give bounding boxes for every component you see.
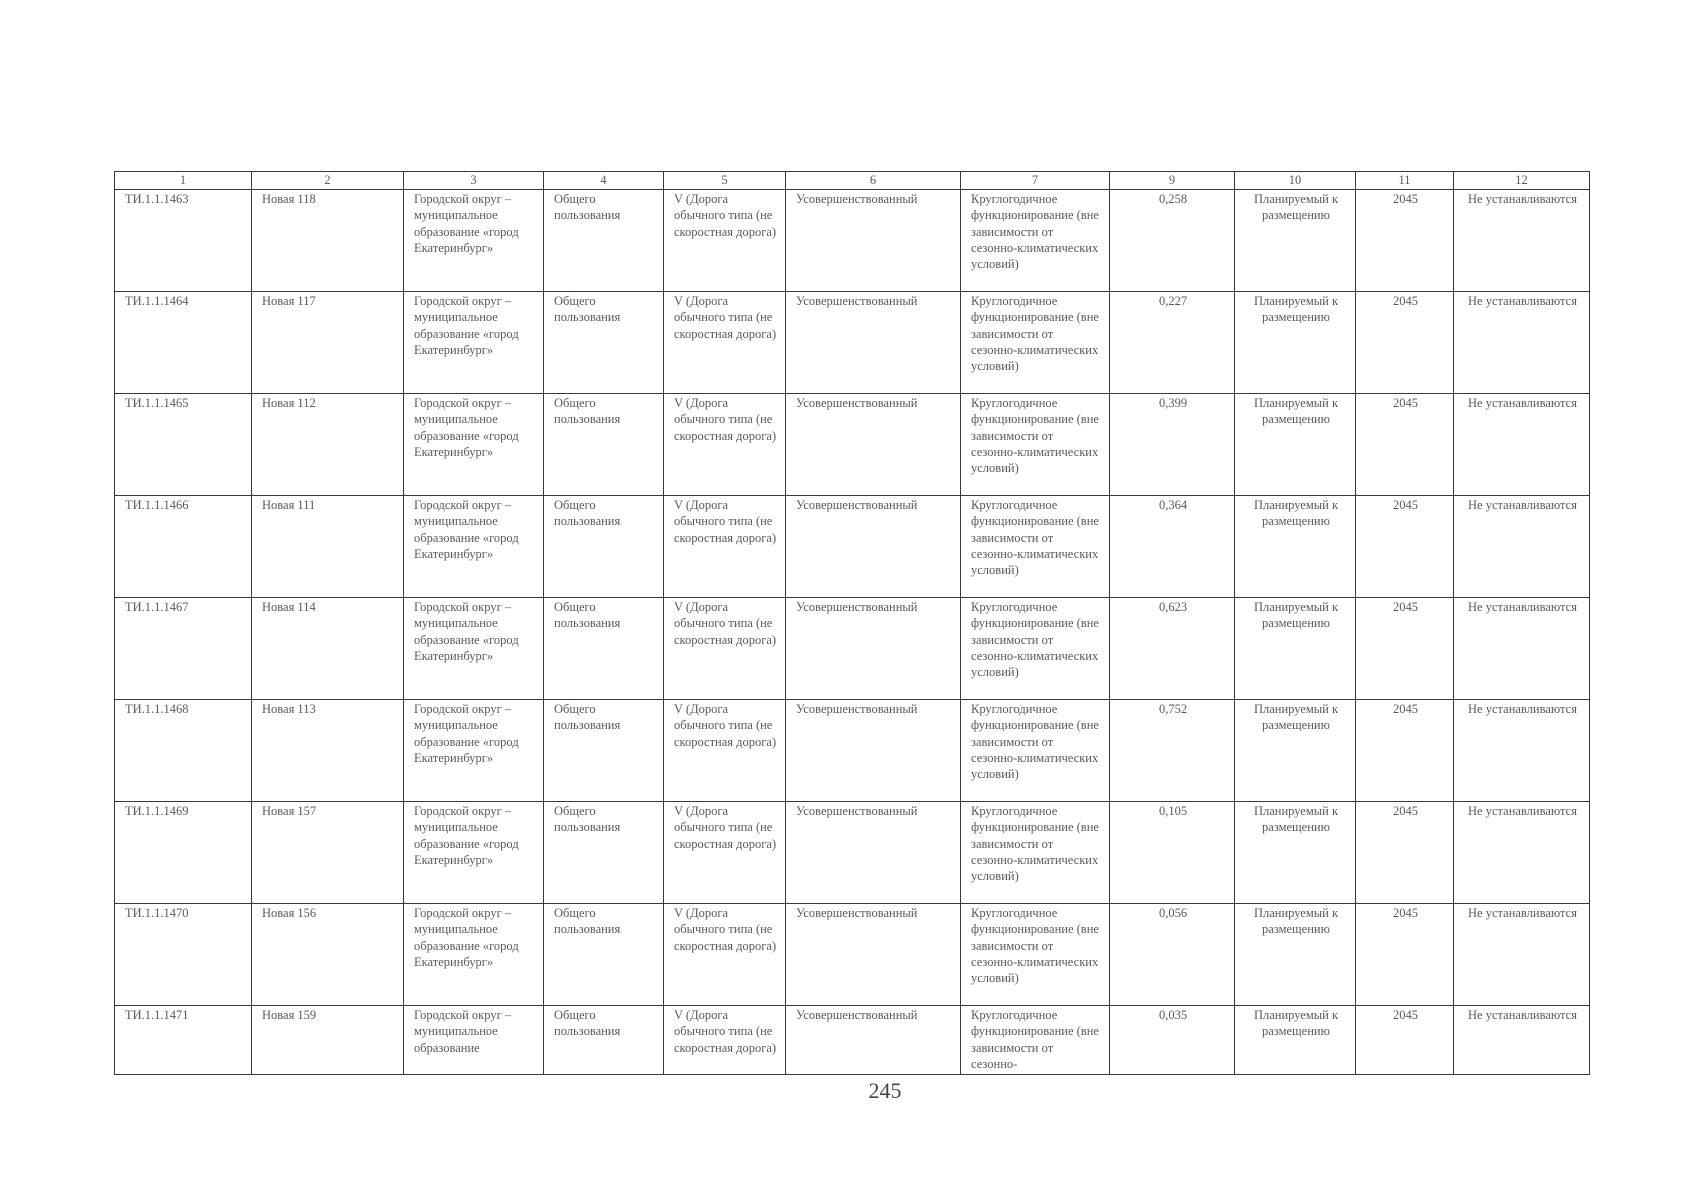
table-cell: ТИ.1.1.1468 <box>115 700 252 802</box>
table-cell: Круглогодичное функционирование (вне зависимости от сезонно-климатических условий) <box>961 496 1110 598</box>
table-cell: Усовершенствованный <box>786 598 961 700</box>
table-row <box>115 598 1590 700</box>
table-cell: Не устанавливаются <box>1454 1006 1590 1075</box>
table-cell: Планируемый к размещению <box>1235 190 1356 292</box>
table-cell: V (Дорога обычного типа (не скоростная дорога) <box>664 394 786 496</box>
table-row <box>115 496 1590 598</box>
table-cell: Не устанавливаются <box>1454 802 1590 904</box>
table-cell: V (Дорога обычного типа (не скоростная дорога) <box>664 904 786 1006</box>
table-cell: Новая 117 <box>252 292 404 394</box>
table-row <box>115 802 1590 904</box>
table-row <box>115 292 1590 394</box>
table-cell: ТИ.1.1.1465 <box>115 394 252 496</box>
table-cell: Круглогодичное функционирование (вне зависимости от сезонно-климатических условий) <box>961 394 1110 496</box>
column-header: 2 <box>252 172 404 190</box>
table-cell: Общего пользования <box>544 904 664 1006</box>
column-header: 5 <box>664 172 786 190</box>
table-cell: Не устанавливаются <box>1454 904 1590 1006</box>
table-cell: Городской округ – муниципальное образование «город Екатеринбург» <box>404 394 544 496</box>
table-row <box>115 904 1590 1006</box>
table-cell: Усовершенствованный <box>786 190 961 292</box>
table-cell: Круглогодичное функционирование (вне зависимости от сезонно-климатических условий) <box>961 598 1110 700</box>
table-cell: Новая 113 <box>252 700 404 802</box>
table-cell: Усовершенствованный <box>786 496 961 598</box>
table-row <box>115 394 1590 496</box>
table-cell: ТИ.1.1.1469 <box>115 802 252 904</box>
table-cell: 2045 <box>1356 802 1454 904</box>
column-header: 11 <box>1356 172 1454 190</box>
table-cell: ТИ.1.1.1466 <box>115 496 252 598</box>
table-cell: Не устанавливаются <box>1454 292 1590 394</box>
column-header: 10 <box>1235 172 1356 190</box>
table-cell: ТИ.1.1.1467 <box>115 598 252 700</box>
table-cell: Усовершенствованный <box>786 904 961 1006</box>
table-cell: Общего пользования <box>544 394 664 496</box>
table-cell: Городской округ – муниципальное образование «город Екатеринбург» <box>404 700 544 802</box>
table-cell: Не устанавливаются <box>1454 496 1590 598</box>
table-cell: Не устанавливаются <box>1454 700 1590 802</box>
table-cell: 0,056 <box>1110 904 1235 1006</box>
table-cell: ТИ.1.1.1470 <box>115 904 252 1006</box>
table-cell: Планируемый к размещению <box>1235 598 1356 700</box>
table-cell: Усовершенствованный <box>786 802 961 904</box>
table-cell: 0,227 <box>1110 292 1235 394</box>
table-cell: Новая 112 <box>252 394 404 496</box>
table-cell: Городской округ – муниципальное образование «город Екатеринбург» <box>404 598 544 700</box>
table-cell: Новая 159 <box>252 1006 404 1075</box>
table-cell: V (Дорога обычного типа (не скоростная дорога) <box>664 598 786 700</box>
table-cell: 0,105 <box>1110 802 1235 904</box>
table-cell: Круглогодичное функционирование (вне зависимости от сезонно-климатических условий) <box>961 904 1110 1006</box>
table-cell: 2045 <box>1356 1006 1454 1075</box>
table-cell: Не устанавливаются <box>1454 394 1590 496</box>
table-cell: V (Дорога обычного типа (не скоростная дорога) <box>664 190 786 292</box>
table-cell: Планируемый к размещению <box>1235 496 1356 598</box>
table-cell: 2045 <box>1356 904 1454 1006</box>
table-row <box>115 700 1590 802</box>
column-header: 9 <box>1110 172 1235 190</box>
table-cell: 0,364 <box>1110 496 1235 598</box>
table-cell: Круглогодичное функционирование (вне зависимости от сезонно-климатических условий) <box>961 700 1110 802</box>
page-number: 245 <box>868 1078 902 1103</box>
table-cell: V (Дорога обычного типа (не скоростная дорога) <box>664 700 786 802</box>
table-cell: Общего пользования <box>544 496 664 598</box>
table-cell: Городской округ – муниципальное образование «город Екатеринбург» <box>404 190 544 292</box>
table-cell: Городской округ – муниципальное образование «город Екатеринбург» <box>404 496 544 598</box>
table-cell: Общего пользования <box>544 292 664 394</box>
table-cell: Круглогодичное функционирование (вне зависимости от сезонно-климатических условий) <box>961 292 1110 394</box>
table-cell: Планируемый к размещению <box>1235 802 1356 904</box>
table-cell: 0,399 <box>1110 394 1235 496</box>
table-cell: Новая 157 <box>252 802 404 904</box>
table-body <box>115 190 1590 1075</box>
table-cell: Новая 111 <box>252 496 404 598</box>
table-cell: Не устанавливаются <box>1454 190 1590 292</box>
table-cell: Круглогодичное функционирование (вне зависимости от сезонно-климатических условий) <box>961 802 1110 904</box>
table-cell: Круглогодичное функционирование (вне зависимости от сезонно-климатических условий) <box>961 190 1110 292</box>
table-cell: Городской округ – муниципальное образование «город Екатеринбург» <box>404 904 544 1006</box>
table-cell: Общего пользования <box>544 802 664 904</box>
table-cell: 2045 <box>1356 394 1454 496</box>
table-cell: 0,623 <box>1110 598 1235 700</box>
table-cell: V (Дорога обычного типа (не скоростная дорога) <box>664 496 786 598</box>
table-cell: Не устанавливаются <box>1454 598 1590 700</box>
table-cell: ТИ.1.1.1463 <box>115 190 252 292</box>
table-cell: Городской округ – муниципальное образование <box>404 1006 544 1075</box>
table-cell: Общего пользования <box>544 598 664 700</box>
table-cell: ТИ.1.1.1464 <box>115 292 252 394</box>
table-cell: 2045 <box>1356 598 1454 700</box>
column-header: 3 <box>404 172 544 190</box>
column-header: 6 <box>786 172 961 190</box>
table-cell: Общего пользования <box>544 1006 664 1075</box>
table-cell: Планируемый к размещению <box>1235 1006 1356 1075</box>
table-cell: 0,035 <box>1110 1006 1235 1075</box>
table-cell: 2045 <box>1356 496 1454 598</box>
table-cell: Усовершенствованный <box>786 1006 961 1075</box>
table-cell: V (Дорога обычного типа (не скоростная дорога) <box>664 1006 786 1075</box>
table-cell: Планируемый к размещению <box>1235 700 1356 802</box>
table-cell: Общего пользования <box>544 700 664 802</box>
table-cell: 2045 <box>1356 190 1454 292</box>
table-cell: Планируемый к размещению <box>1235 904 1356 1006</box>
column-header: 4 <box>544 172 664 190</box>
table-cell: Городской округ – муниципальное образование «город Екатеринбург» <box>404 292 544 394</box>
table-cell: Планируемый к размещению <box>1235 292 1356 394</box>
column-header: 7 <box>961 172 1110 190</box>
table-cell: Общего пользования <box>544 190 664 292</box>
table-cell: Усовершенствованный <box>786 394 961 496</box>
table-cell: 2045 <box>1356 292 1454 394</box>
table-cell: Новая 156 <box>252 904 404 1006</box>
table-cell: Усовершенствованный <box>786 292 961 394</box>
table-row <box>115 1006 1590 1075</box>
column-header: 12 <box>1454 172 1590 190</box>
table-cell: Планируемый к размещению <box>1235 394 1356 496</box>
table-cell: 0,258 <box>1110 190 1235 292</box>
table-cell: ТИ.1.1.1471 <box>115 1006 252 1075</box>
column-header: 1 <box>115 172 252 190</box>
data-table <box>114 171 1590 1075</box>
table-cell: Новая 118 <box>252 190 404 292</box>
table-cell: Круглогодичное функционирование (вне зависимости от сезонно- <box>961 1006 1110 1075</box>
header-row <box>115 172 1590 190</box>
table-cell: 2045 <box>1356 700 1454 802</box>
table-row <box>115 190 1590 292</box>
table-cell: Усовершенствованный <box>786 700 961 802</box>
table-cell: V (Дорога обычного типа (не скоростная дорога) <box>664 292 786 394</box>
table-cell: Городской округ – муниципальное образование «город Екатеринбург» <box>404 802 544 904</box>
table-cell: V (Дорога обычного типа (не скоростная дорога) <box>664 802 786 904</box>
table-cell: 0,752 <box>1110 700 1235 802</box>
table-cell: Новая 114 <box>252 598 404 700</box>
